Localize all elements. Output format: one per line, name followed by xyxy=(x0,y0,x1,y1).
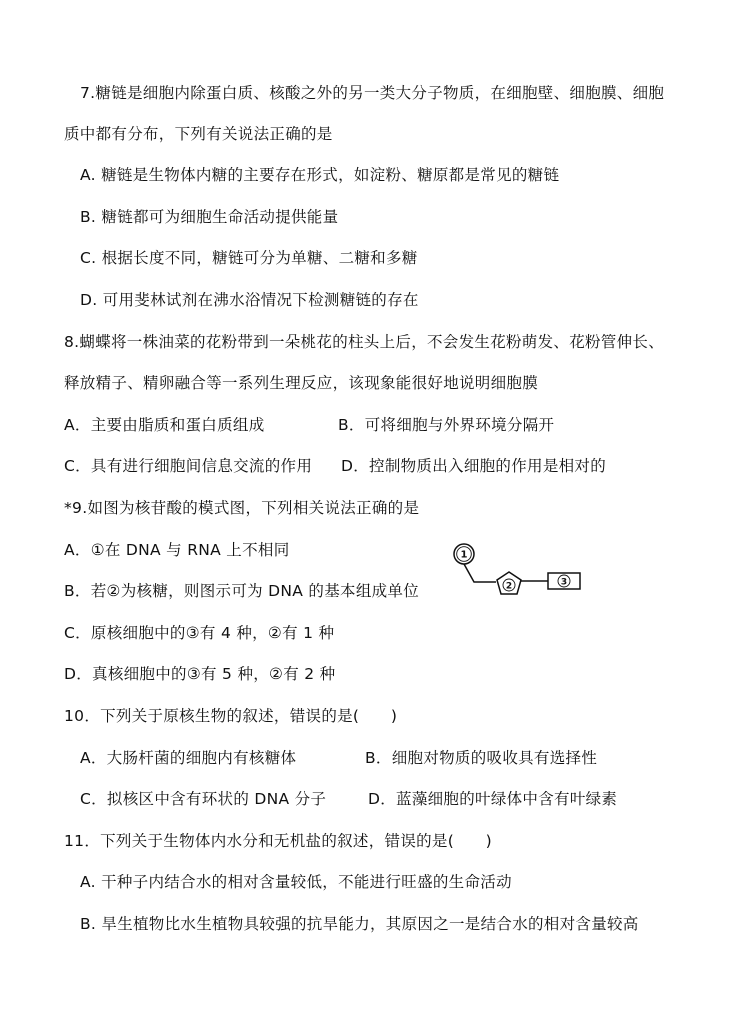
label-1: 1 xyxy=(460,549,468,561)
q10-option-d: D．蓝藻细胞的叶绿体中含有叶绿素 xyxy=(368,790,618,808)
phosphate-bond-line xyxy=(464,564,496,582)
q10-stem: 10．下列关于原核生物的叙述，错误的是( ) xyxy=(64,707,398,725)
q9-option-a: A．①在 DNA 与 RNA 上不相同 xyxy=(64,541,290,559)
q7-option-d: D. 可用斐林试剂在沸水浴情况下检测糖链的存在 xyxy=(80,291,419,309)
q7-stem-line1: 7.糖链是细胞内除蛋白质、核酸之外的另一类大分子物质，在细胞壁、细胞膜、细胞 xyxy=(80,84,665,102)
q7-option-a: A. 糖链是生物体内糖的主要存在形式，如淀粉、糖原都是常见的糖链 xyxy=(80,166,560,184)
q7-stem-line2: 质中都有分布，下列有关说法正确的是 xyxy=(64,125,333,143)
q8-option-d: D．控制物质出入细胞的作用是相对的 xyxy=(341,457,607,475)
q8-option-b: B．可将细胞与外界环境分隔开 xyxy=(338,416,555,434)
q10-option-c: C．拟核区中含有环状的 DNA 分子 xyxy=(80,790,327,808)
q9-stem: *9.如图为核苷酸的模式图，下列相关说法正确的是 xyxy=(64,499,420,517)
nucleotide-diagram xyxy=(450,538,590,602)
q8-stem-line1: 8.蝴蝶将一株油菜的花粉带到一朵桃花的柱头上后，不会发生花粉萌发、花粉管伸长、 xyxy=(64,333,664,351)
q8-option-a: A．主要由脂质和蛋白质组成 xyxy=(64,416,265,434)
label-2: 2 xyxy=(505,581,513,592)
q10-option-a: A．大肠杆菌的细胞内有核糖体 xyxy=(80,749,297,767)
q7-option-c: C. 根据长度不同，糖链可分为单糖、二糖和多糖 xyxy=(80,249,418,267)
q11-option-a: A. 干种子内结合水的相对含量较低，不能进行旺盛的生命活动 xyxy=(80,873,512,891)
q8-option-c: C．具有进行细胞间信息交流的作用 xyxy=(64,457,313,475)
q7-option-b: B. 糖链都可为细胞生命活动提供能量 xyxy=(80,208,339,226)
q11-stem: 11．下列关于生物体内水分和无机盐的叙述，错误的是( ) xyxy=(64,832,493,850)
q11-option-b: B. 旱生植物比水生植物具较强的抗旱能力，其原因之一是结合水的相对含量较高 xyxy=(80,915,639,933)
label-3: 3 xyxy=(560,577,568,588)
q8-stem-line2: 释放精子、精卵融合等一系列生理反应，该现象能很好地说明细胞膜 xyxy=(64,374,539,392)
q9-option-d: D．真核细胞中的③有 5 种，②有 2 种 xyxy=(64,665,336,683)
q9-option-c: C．原核细胞中的③有 4 种，②有 1 种 xyxy=(64,624,335,642)
q9-option-b: B．若②为核糖，则图示可为 DNA 的基本组成单位 xyxy=(64,582,420,600)
q10-option-b: B．细胞对物质的吸收具有选择性 xyxy=(365,749,598,767)
